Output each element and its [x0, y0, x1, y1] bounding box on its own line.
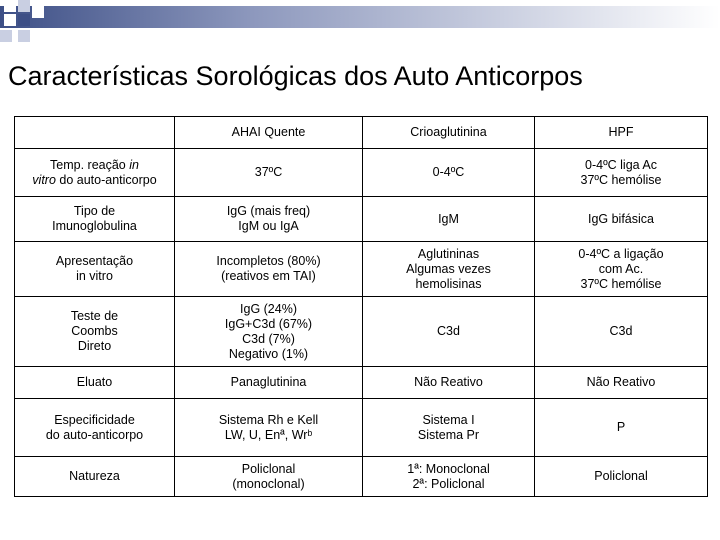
row-label-part-italic: vitro: [32, 172, 56, 187]
decor-square: [0, 30, 12, 42]
row-label-imunoglobulina: Tipo de Imunoglobulina: [15, 197, 175, 242]
table-cell: 1ª: Monoclonal 2ª: Policlonal: [363, 457, 535, 497]
table-cell: 0-4ºC a ligação com Ac. 37ºC hemólise: [535, 242, 708, 297]
row-label-temperatura: [15, 149, 175, 197]
table-cell: Policlonal (monoclonal): [175, 457, 363, 497]
table-cell: 0-4ºC liga Ac 37ºC hemólise: [535, 149, 708, 197]
row-label-part: do auto-anticorpo: [55, 172, 157, 187]
page-title: Características Sorológicas dos Auto Anticorpos: [8, 61, 583, 91]
decor-square: [18, 14, 30, 26]
table-cell: Não Reativo: [363, 367, 535, 399]
column-header-crioaglutinina: Crioaglutinina: [363, 117, 535, 149]
row-label-apresentacao: Apresentação in vitro: [15, 242, 175, 297]
row-label-part: Temp. reação: [50, 157, 130, 172]
row-label-part-italic: in: [129, 157, 139, 172]
table-cell: 37ºC: [175, 149, 363, 197]
table-cell: C3d: [363, 297, 535, 367]
row-label-coombs: Teste de Coombs Direto: [15, 297, 175, 367]
row-label-especificidade: Especificidade do auto-anticorpo: [15, 399, 175, 457]
table-cell: Panaglutinina: [175, 367, 363, 399]
table-cell: P: [535, 399, 708, 457]
row-label-eluato: Eluato: [15, 367, 175, 399]
column-header-hpf: HPF: [535, 117, 708, 149]
table-cell: IgG (mais freq) IgM ou IgA: [175, 197, 363, 242]
table-cell: 0-4ºC: [363, 149, 535, 197]
decor-square: [18, 0, 30, 12]
column-header-ahai-quente: AHAI Quente: [175, 117, 363, 149]
header-decoration: [0, 0, 720, 48]
table-cell: Não Reativo: [535, 367, 708, 399]
row-label-natureza: Natureza: [15, 457, 175, 497]
table-cell: Incompletos (80%) (reativos em TAI): [175, 242, 363, 297]
table-cell: Aglutininas Algumas vezes hemolisinas: [363, 242, 535, 297]
header-empty-cell: [15, 117, 175, 149]
table-row: [15, 242, 708, 297]
decor-square: [32, 6, 44, 18]
table-cell: C3d: [535, 297, 708, 367]
table-header-row: [15, 117, 708, 149]
table-row: [15, 457, 708, 497]
table-row: [15, 149, 708, 197]
decor-square: [4, 14, 16, 26]
table-cell: Sistema Rh e Kell LW, U, Enª, Wrᵇ: [175, 399, 363, 457]
table-cell: IgM: [363, 197, 535, 242]
table-cell: Policlonal: [535, 457, 708, 497]
table-cell: IgG (24%) IgG+C3d (67%) C3d (7%) Negativo (1%): [175, 297, 363, 367]
table-cell: IgG bifásica: [535, 197, 708, 242]
table-row: [15, 297, 708, 367]
header-gradient-bar: [0, 6, 720, 28]
table-row: [15, 197, 708, 242]
decor-square: [18, 30, 30, 42]
serology-table: [14, 116, 708, 497]
table-row: [15, 399, 708, 457]
table-row: [15, 367, 708, 399]
decor-square: [4, 0, 16, 12]
table-cell: Sistema I Sistema Pr: [363, 399, 535, 457]
